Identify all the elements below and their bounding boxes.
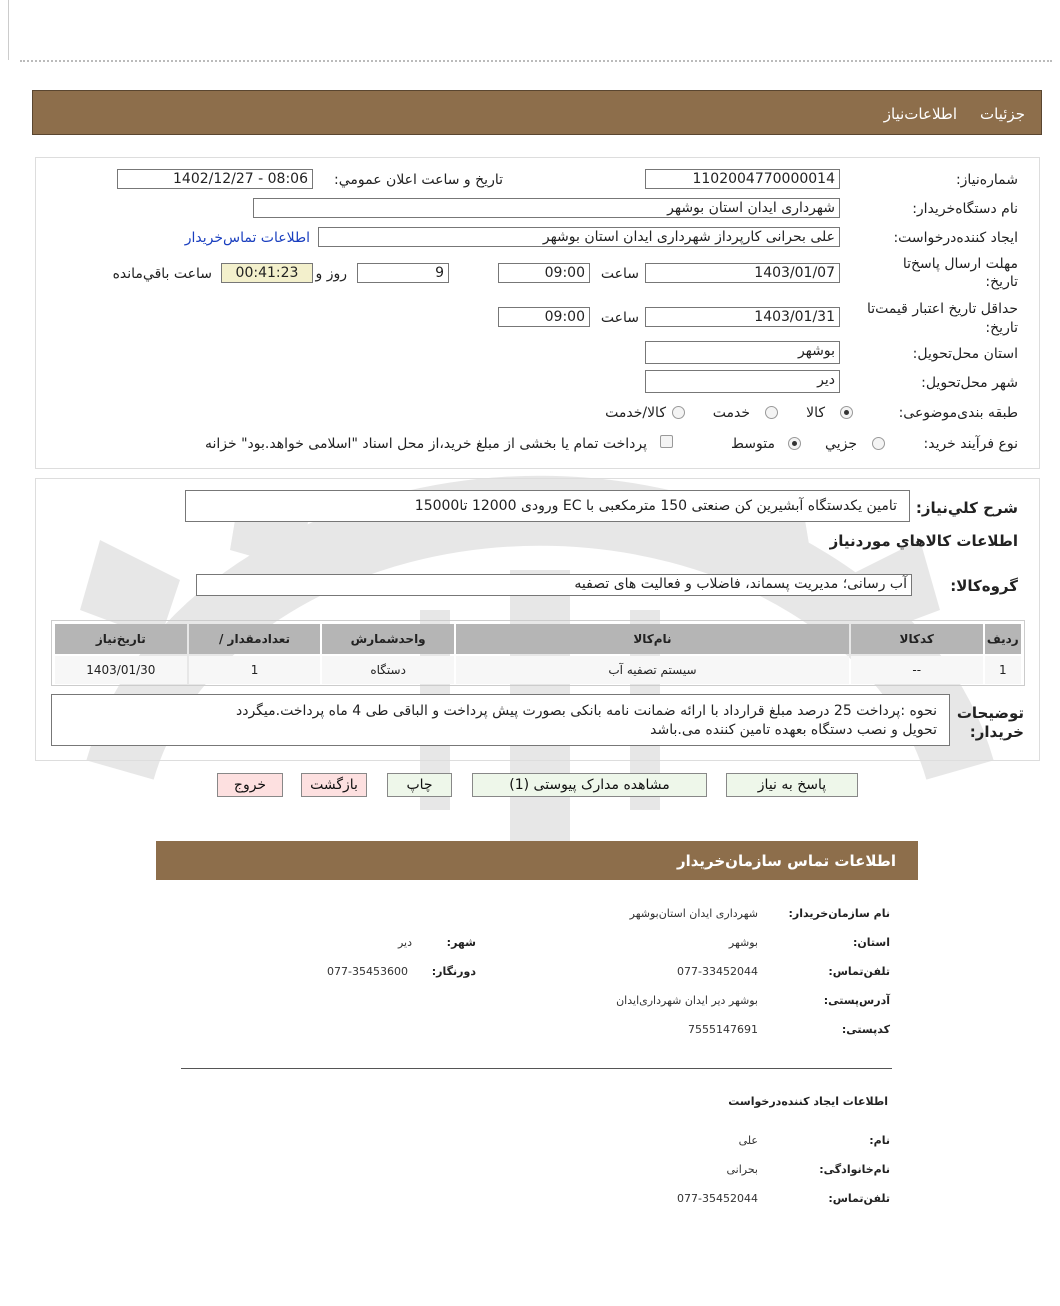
category-service-label: خدمت bbox=[712, 405, 750, 421]
process-label: نوع فرآيند خريد: bbox=[923, 436, 1018, 452]
back-button[interactable]: بازگشت bbox=[301, 773, 367, 797]
creator-name-label: نام: bbox=[869, 1134, 890, 1147]
contact-address-value: بوشهر دیر ایدان شهرداری‌ایدان bbox=[616, 994, 758, 1007]
contact-city-label: شهر: bbox=[446, 936, 476, 949]
deadline-time-label: ساعت bbox=[600, 266, 639, 282]
col-row: رديف bbox=[985, 624, 1021, 654]
goods-group-label: گروه‌کالا: bbox=[950, 577, 1018, 595]
buyer-org-label: نام دستگاه‌خريدار: bbox=[912, 201, 1018, 217]
contact-header-bar bbox=[156, 841, 918, 880]
payment-note: پرداخت تمام يا بخشی از مبلغ خريد،از محل اسناد "اسلامی خواهد.بود" خزانه bbox=[204, 436, 647, 452]
exit-button[interactable]: خروج bbox=[217, 773, 283, 797]
buyer-notes-line1: نحوه :پرداخت 25 درصد مبلغ قرارداد با ارائه ضمانت نامه بانکی بصورت پیش پرداخت و الباقی طی 4 ماه پرداخت.میگردد bbox=[235, 703, 937, 719]
creator-phone-value: 077-35452044 bbox=[677, 1192, 758, 1205]
cell-unit: دستگاه bbox=[322, 656, 454, 684]
tab-details[interactable]: جزئيات bbox=[980, 105, 1025, 123]
general-desc-label: شرح کلي‌نياز: bbox=[915, 499, 1018, 517]
items-table-header bbox=[55, 624, 1021, 654]
tab-need-info[interactable]: اطلاعات‌نياز bbox=[883, 105, 957, 123]
reply-button[interactable]: پاسخ به نياز bbox=[726, 773, 858, 797]
buyer-notes-label: توضيحات خريدار: bbox=[956, 704, 1024, 741]
process-minor-label: جزيي bbox=[825, 436, 857, 452]
contact-divider bbox=[181, 1068, 892, 1069]
creator-phone-label: تلفن‌تماس: bbox=[828, 1192, 890, 1205]
contact-city-value: دیر bbox=[397, 936, 412, 949]
cell-qty: 1 bbox=[189, 656, 321, 684]
cell-code: -- bbox=[851, 656, 983, 684]
contact-postal-label: کدپستی: bbox=[841, 1023, 890, 1036]
contact-fax-value: 077-35453600 bbox=[327, 965, 408, 978]
category-service-radio[interactable] bbox=[765, 406, 778, 419]
deadline-time-field: 09:00 bbox=[498, 263, 590, 283]
validity-time-field: 09:00 bbox=[498, 307, 590, 327]
contact-phone-label: تلفن‌تماس: bbox=[828, 965, 890, 978]
announce-field: 1402/12/27 - 08:06 bbox=[117, 169, 313, 189]
cell-date: 1403/01/30 bbox=[55, 656, 187, 684]
remaining-label: ساعت باقي‌مانده bbox=[112, 266, 212, 282]
deadline-label: مهلت ارسال پاسخ‌تا تاريخ: bbox=[902, 256, 1018, 290]
category-goods-service-radio[interactable] bbox=[672, 406, 685, 419]
col-code: کدکالا bbox=[851, 624, 983, 654]
category-goods-radio[interactable] bbox=[840, 406, 853, 419]
contact-org-value: شهرداری ایدان استان‌بوشهر bbox=[629, 907, 758, 920]
goods-group-field: آب رسانی؛ مدیریت پسماند، فاضلاب و فعالیت های تصفیه bbox=[196, 574, 912, 596]
buyer-notes-box bbox=[51, 694, 950, 746]
city-field: دیر bbox=[645, 370, 840, 393]
print-button[interactable]: چاپ bbox=[387, 773, 452, 797]
attachments-button[interactable]: مشاهده مدارک پيوستی (1) bbox=[472, 773, 707, 797]
process-medium-label: متوسط bbox=[731, 436, 775, 452]
col-unit: واحدشمارش bbox=[322, 624, 454, 654]
validity-time-label: ساعت bbox=[600, 310, 639, 326]
contact-address-label: آدرس‌پستی: bbox=[823, 994, 890, 1007]
tabs-bar bbox=[32, 90, 1042, 135]
category-goods-label: کالا bbox=[806, 405, 825, 421]
buyer-notes-line2: تحویل و نصب دستگاه بعهده تامین کننده می.باشد bbox=[650, 722, 937, 738]
col-name: نام‌کالا bbox=[456, 624, 849, 654]
buyer-org-field: شهرداری ایدان استان بوشهر bbox=[253, 198, 840, 218]
contact-province-label: استان: bbox=[853, 936, 890, 949]
contact-org-label: نام سازمان‌خريدار: bbox=[788, 907, 890, 920]
table-row bbox=[55, 656, 1021, 684]
general-desc-field: تامین یکدستگاه آبشیرین کن صنعتی 150 مترمکعبی با EC ورودی 12000 تا15000 bbox=[185, 490, 910, 522]
payment-checkbox[interactable] bbox=[660, 435, 673, 448]
contact-fax-label: دورنگار: bbox=[431, 965, 476, 978]
goods-info-title: اطلاعات کالاهاي موردنياز bbox=[829, 532, 1018, 550]
cell-name: سیستم تصفیه آب bbox=[456, 656, 849, 684]
buyer-contact-link[interactable]: اطلاعات تماس‌خريدار bbox=[184, 230, 310, 246]
remaining-time-field: 00:41:23 bbox=[221, 263, 313, 283]
contact-phone-value: 077-33452044 bbox=[677, 965, 758, 978]
items-table bbox=[53, 622, 1023, 686]
process-medium-radio[interactable] bbox=[788, 437, 801, 450]
days-field: 9 bbox=[357, 263, 449, 283]
category-goods-service-label: کالا/خدمت bbox=[605, 405, 666, 421]
announce-label: تاريخ و ساعت اعلان عمومي: bbox=[334, 172, 503, 188]
contact-postal-value: 7555147691 bbox=[688, 1023, 758, 1036]
category-label: طبقه بندی‌موضوعی: bbox=[898, 405, 1018, 421]
col-date: تاريخ‌نياز bbox=[55, 624, 187, 654]
city-label: شهر محل‌تحويل: bbox=[921, 375, 1018, 391]
days-label: روز و bbox=[315, 266, 347, 282]
contact-header-title: اطلاعات تماس سازمان‌خريدار bbox=[676, 852, 896, 870]
province-field: بوشهر bbox=[645, 341, 840, 364]
creator-family-label: نام‌خانوادگی: bbox=[819, 1163, 890, 1176]
creator-info-title: اطلاعات ايجاد کننده‌درخواست bbox=[728, 1095, 888, 1108]
top-separator bbox=[20, 60, 1052, 62]
validity-label: حداقل تاريخ اعتبار قيمت‌تا تاريخ: bbox=[866, 301, 1018, 336]
province-label: استان محل‌تحويل: bbox=[912, 346, 1018, 362]
process-minor-radio[interactable] bbox=[872, 437, 885, 450]
need-number-field: 1102004770000014 bbox=[645, 169, 840, 189]
need-number-label: شماره‌نياز: bbox=[955, 172, 1018, 188]
page-left-border bbox=[8, 0, 9, 60]
creator-label: ايجاد کننده‌درخواست: bbox=[893, 230, 1018, 246]
creator-field: علی بحرانی کارپرداز شهرداری ایدان استان بوشهر bbox=[318, 227, 840, 247]
creator-family-value: بحرانی bbox=[726, 1163, 758, 1176]
validity-date-field: 1403/01/31 bbox=[645, 307, 840, 327]
cell-row: 1 bbox=[985, 656, 1021, 684]
col-qty: تعدادمقدار / bbox=[189, 624, 321, 654]
deadline-date-field: 1403/01/07 bbox=[645, 263, 840, 283]
creator-name-value: علی bbox=[738, 1134, 758, 1147]
contact-province-value: بوشهر bbox=[728, 936, 758, 949]
